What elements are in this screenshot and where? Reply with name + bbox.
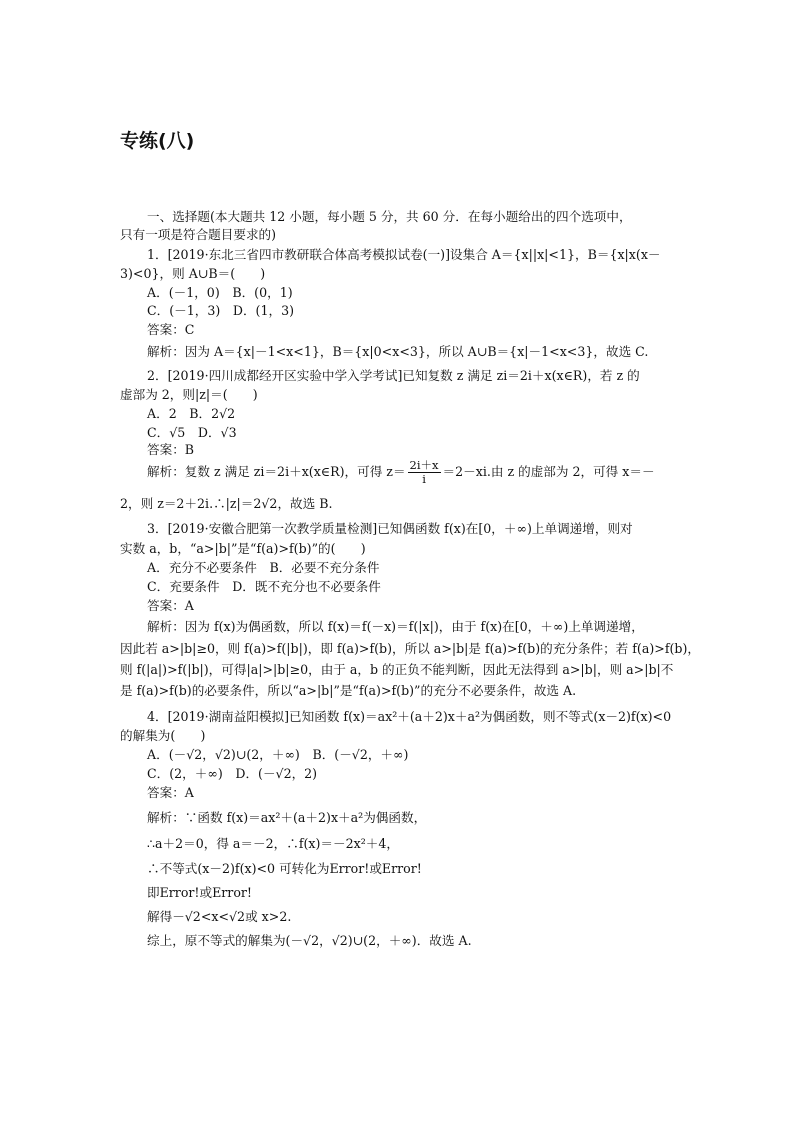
text-line (147, 424, 237, 441)
text-line-content: ∴不等式(x－2)f(x)<0 可转化为Error!或Error! (147, 861, 422, 876)
text-line-continuation: ＝2－xi.由 z 的虚部为 2，可得 x＝－ (442, 464, 655, 479)
text-line (147, 302, 294, 319)
text-line (147, 321, 194, 338)
text-line (147, 405, 235, 422)
text-line-content: 2．[2019·四川成都经开区实验中学入学考试]已知复数 z 满足 zi＝2i＋x(x∈R)，若 z 的 (147, 368, 640, 383)
text-line-content: 解析：因为 f(x)为偶函数，所以 f(x)＝f(－x)＝f(|x|)，由于 f(x)在[0，＋∞)上单调递增， (147, 619, 644, 634)
text-line-content: C．√5 D．√3 (147, 425, 237, 440)
text-line (147, 765, 317, 782)
page-title: 专练(八) (120, 130, 195, 152)
text-line (147, 520, 633, 537)
fraction-numerator: 2i＋x (409, 458, 439, 472)
text-line (147, 578, 381, 595)
text-line (120, 495, 332, 512)
text-line (147, 367, 640, 384)
text-line-content: 解析：因为 A＝{x|－1<x<1}，B＝{x|0<x<3}，所以 A∪B＝{x|－1<x<3}，故选 C. (147, 344, 649, 359)
text-line (147, 884, 252, 901)
text-line (147, 559, 379, 576)
text-line-content: 3．[2019·安徽合肥第一次教学质量检测]已知偶函数 f(x)在[0，＋∞)上单调递增，则对 (147, 521, 633, 536)
text-line-content: A．2 B．2√2 (147, 406, 236, 421)
text-line-content: 2，则 z＝2＋2i.∴|z|＝2√2，故选 B. (120, 496, 333, 511)
text-line (147, 459, 655, 486)
text-line (147, 597, 194, 614)
text-line (147, 618, 644, 635)
text-line (147, 246, 661, 263)
text-line-content: 即Error!或Error! (147, 885, 252, 900)
text-line-content: 答案：B (147, 442, 195, 457)
text-line (147, 784, 194, 801)
text-line (147, 932, 472, 949)
text-line (120, 661, 673, 678)
text-line (147, 708, 671, 725)
text-line-content: 实数 a，b，“a>|b|”是“f(a)>f(b)”的( ) (120, 541, 366, 556)
text-line (147, 441, 194, 458)
text-line (120, 682, 576, 699)
text-line (147, 343, 648, 360)
text-line-content: 只有一项是符合题目要求的) (120, 227, 277, 242)
text-line (147, 284, 293, 301)
text-line-content: 则 f(|a|)>f(|b|)，可得|a|>|b|≥0，由于 a，b 的正负不能判断，因此无法得到 a>|b|，则 a>|b|不 (120, 662, 674, 677)
text-line-content: C．充要条件 D．既不充分也不必要条件 (147, 579, 381, 594)
text-line-content: 解析：∵函数 f(x)＝ax²＋(a＋2)x＋a²为偶函数， (147, 810, 427, 825)
text-line (147, 860, 422, 877)
text-line-content: A．(－1，0) B．(0，1) (147, 285, 293, 300)
text-line-content: ∴a＋2＝0，得 a＝－2，∴f(x)＝－2x²＋4， (147, 836, 399, 851)
text-line-content: C．(－1，3) D．(1，3) (147, 303, 294, 318)
text-line (120, 727, 205, 744)
text-line-content: 是 f(a)>f(b)的必要条件，所以“a>|b|”是“f(a)>f(b)”的充分不必要条件，故选 A. (120, 683, 577, 698)
text-line-content: 1．[2019·东北三省四市教研联合体高考模拟试卷(一)]设集合 A＝{x||x|<1}，B＝{x|x(x－ (147, 247, 661, 262)
text-line-content: 解析：复数 z 满足 zi＝2i＋x(x∈R)，可得 z＝ (147, 464, 406, 479)
text-line-content: 综上，原不等式的解集为(－√2，√2)∪(2，＋∞)．故选 A. (147, 933, 472, 948)
text-line-content: 3)<0}，则 A∪B＝( ) (120, 266, 266, 281)
text-line-content: C．(2，＋∞) D．(－√2，2) (147, 766, 318, 781)
text-line-content: 的解集为( ) (120, 728, 206, 743)
text-line (120, 540, 366, 557)
text-line (120, 386, 258, 403)
text-line-content: A．充分不必要条件 B．必要不充分条件 (147, 560, 380, 575)
text-line-content: 4．[2019·湖南益阳模拟]已知函数 f(x)＝ax²＋(a＋2)x＋a²为偶函数，则不等式(x－2)f(x)<0 (147, 709, 672, 724)
text-line-content: 一、选择题(本大题共 12 小题，每小题 5 分，共 60 分．在每小题给出的四个选项中， (147, 209, 632, 224)
text-line-content: 答案：A (147, 598, 194, 613)
text-line (147, 809, 426, 826)
text-line-content: 答案：A (147, 785, 194, 800)
text-line (120, 265, 265, 282)
text-line-content: 因此若 a>|b|≥0，则 f(a)>f(|b|)，即 f(a)>f(b)，所以 a>|b|是 f(a)>f(b)的充分条件；若 f(a)>f(b)， (120, 641, 700, 656)
text-line-content: 虚部为 2，则|z|＝( ) (120, 387, 258, 402)
text-line-content: 答案：C (147, 322, 195, 337)
text-line-content: A．(－√2，√2)∪(2，＋∞) B．(－√2，＋∞) (147, 747, 409, 762)
text-line-content: 解得－√2<x<√2或 x>2. (147, 909, 292, 924)
text-line (120, 640, 700, 657)
text-line (120, 226, 276, 243)
text-line (147, 835, 399, 852)
text-line (147, 746, 408, 763)
text-line (147, 208, 632, 225)
fraction (408, 459, 441, 486)
text-line (147, 908, 291, 925)
fraction-denominator: i (422, 472, 426, 486)
